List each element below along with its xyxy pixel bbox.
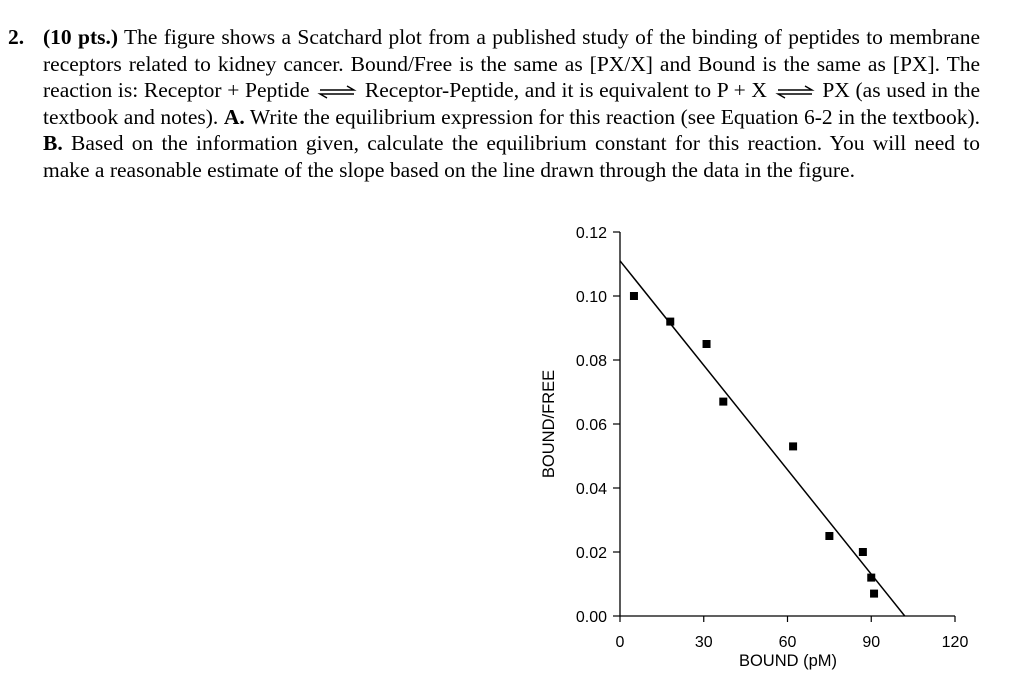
fit-line <box>620 261 905 616</box>
y-tick-label: 0.04 <box>575 481 607 498</box>
problem-2 <box>8 24 980 184</box>
y-axis-title: BOUND/FREE <box>540 369 558 479</box>
x-tick-label: 0 <box>615 634 625 651</box>
problem-text-part-5: Based on the information given, calculate the equilibrium constant for this reaction. You will need to make a reasonable estimate of the slope based on the line drawn through the data in the figure. <box>43 131 980 182</box>
data-point <box>859 548 867 556</box>
data-point <box>719 398 727 406</box>
equilibrium-arrows-icon <box>775 85 815 99</box>
problem-text-part-4: Write the equilibrium expression for this reaction (see Equation 6-2 in the textbook). <box>244 104 980 129</box>
part-b-label: B. <box>43 131 63 156</box>
data-point <box>867 574 875 582</box>
data-point <box>703 340 711 348</box>
data-point <box>789 442 797 450</box>
data-point <box>666 318 674 326</box>
y-tick-label: 0.08 <box>575 353 607 370</box>
y-tick-label: 0.12 <box>575 225 607 242</box>
y-tick-label: 0.06 <box>575 417 607 434</box>
data-point <box>630 292 638 300</box>
problem-text <box>43 24 980 184</box>
problem-text-part-3: PX (as used in the textbook and notes). <box>43 78 981 129</box>
y-tick-label: 0.10 <box>575 289 607 306</box>
scatchard-plot <box>528 218 978 683</box>
y-tick-label: 0.02 <box>575 545 607 562</box>
part-a-label: A. <box>223 104 245 129</box>
x-tick-label: 60 <box>778 634 797 651</box>
problem-number: 2. <box>8 25 25 49</box>
data-point <box>825 532 833 540</box>
x-tick-label: 120 <box>941 634 969 651</box>
x-tick-label: 30 <box>694 634 713 651</box>
problem-points: (10 pts.) <box>43 25 119 49</box>
x-tick-label: 90 <box>862 634 881 651</box>
equilibrium-arrows-icon <box>317 85 357 99</box>
x-axis-title: BOUND (pM) <box>738 652 838 670</box>
data-point <box>870 590 878 598</box>
y-tick-label: 0.00 <box>575 609 607 626</box>
problem-text-part-1: The figure shows a Scatchard plot from a published study of the binding of peptides to membrane receptors related to kidney cancer. Bound/Free is the same as [PX/X] and Bound is the same as [PX]. The reaction is: Receptor + Peptide <box>43 25 980 103</box>
problem-text-part-2: Receptor-Peptide, and it is equivalent to P + X <box>359 78 773 103</box>
